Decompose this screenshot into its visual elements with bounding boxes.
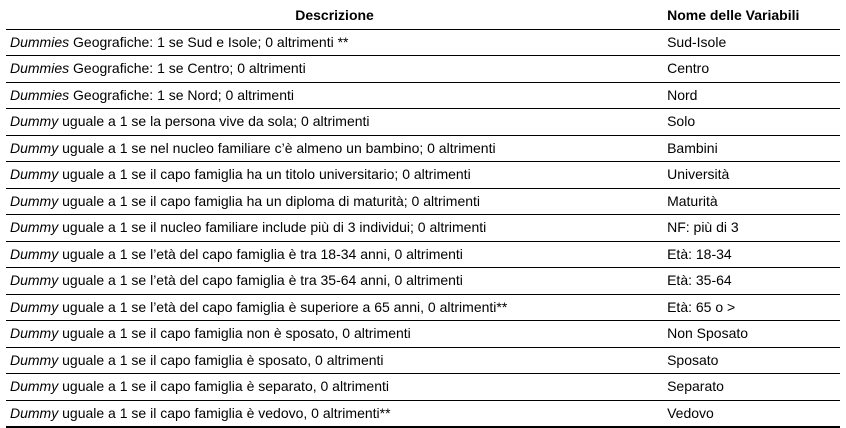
description-text: uguale a 1 se il capo famiglia è sposato, 0 altrimenti [58,351,384,368]
variable-cell: Bambini [667,139,718,156]
description-cell [6,56,663,83]
table-row [6,400,840,427]
description-text: uguale a 1 se l’età del capo famiglia è tra 18-34 anni, 0 altrimenti [58,245,463,262]
variable-cell: Università [667,166,730,182]
description-italic: Dummies [10,33,70,50]
description-text: uguale a 1 se il capo famiglia ha un diploma di maturità; 0 altrimenti [58,192,481,209]
table-row [6,215,840,242]
description-italic: Dummies [10,86,70,103]
description-cell [6,400,663,427]
variable-cell: Sposato [667,351,719,368]
variable-cell: Nord [667,86,698,103]
description-italic: Dummy [10,113,59,129]
table-row [6,162,840,189]
table-row [6,294,840,321]
description-text: uguale a 1 se il capo famiglia è separato, 0 altrimenti [58,378,389,394]
table-row [6,109,840,136]
table-row [6,135,840,162]
table-row [6,82,840,109]
description-cell [6,215,663,242]
description-cell [6,294,663,321]
variable-cell: Sud-Isole [667,33,727,50]
table-row [6,321,840,348]
variable-cell: Età: 65 o > [667,298,736,315]
description-cell [6,109,663,136]
description-cell [6,347,663,374]
table-row [6,374,840,401]
description-cell [6,268,663,295]
description-cell [6,188,663,215]
variable-cell: Solo [667,113,696,129]
description-italic: Dummy [10,351,59,368]
variable-cell: Non Sposato [667,325,749,341]
description-text: uguale a 1 se nel nucleo familiare c’è almeno un bambino; 0 altrimenti [58,139,496,156]
header-description: Descrizione [295,7,374,23]
description-text: uguale a 1 se la persona vive da sola; 0 altrimenti [58,113,370,129]
description-italic: Dummy [10,245,59,262]
table-body [6,29,840,427]
table-row [6,29,840,56]
description-italic: Dummies [10,60,70,76]
variable-cell: NF: più di 3 [667,219,739,235]
description-text: uguale a 1 se l’età del capo famiglia è tra 35-64 anni, 0 altrimenti [58,272,463,288]
header-row [6,3,840,29]
variables-table [6,3,840,428]
description-italic: Dummy [10,166,59,182]
table-row [6,188,840,215]
table-row [6,268,840,295]
variable-cell: Età: 35-64 [667,272,732,288]
description-text: Geografiche: 1 se Centro; 0 altrimenti [69,60,306,76]
table-row [6,56,840,83]
table-row [6,241,840,268]
description-text: uguale a 1 se il capo famiglia non è sposato, 0 altrimenti [58,325,411,341]
description-text: Geografiche: 1 se Nord; 0 altrimenti [69,86,295,103]
description-cell [6,82,663,109]
description-cell [6,374,663,401]
variable-cell: Età: 18-34 [667,245,732,262]
description-italic: Dummy [10,139,59,156]
description-italic: Dummy [10,404,59,421]
description-italic: Dummy [10,378,59,394]
description-cell [6,29,663,56]
table-header [6,3,840,29]
description-text: uguale a 1 se il capo famiglia ha un titolo universitario; 0 altrimenti [58,166,471,182]
description-text: uguale a 1 se il capo famiglia è vedovo, 0 altrimenti** [58,404,391,421]
description-cell [6,135,663,162]
description-cell [6,321,663,348]
variable-cell: Vedovo [667,404,714,421]
description-cell [6,241,663,268]
table-row [6,347,840,374]
variable-cell: Centro [667,60,710,76]
variable-cell: Maturità [667,192,718,209]
description-italic: Dummy [10,325,59,341]
description-italic: Dummy [10,192,59,209]
description-cell [6,162,663,189]
description-italic: Dummy [10,219,59,235]
variable-cell: Separato [667,378,724,394]
description-italic: Dummy [10,272,59,288]
description-italic: Dummy [10,298,59,315]
description-text: uguale a 1 se l’età del capo famiglia è superiore a 65 anni, 0 altrimenti** [58,298,508,315]
description-text: uguale a 1 se il nucleo familiare include più di 3 individui; 0 altrimenti [58,219,487,235]
header-variable-name: Nome delle Variabili [667,7,800,23]
description-text: Geografiche: 1 se Sud e Isole; 0 altrimenti ** [69,33,349,50]
